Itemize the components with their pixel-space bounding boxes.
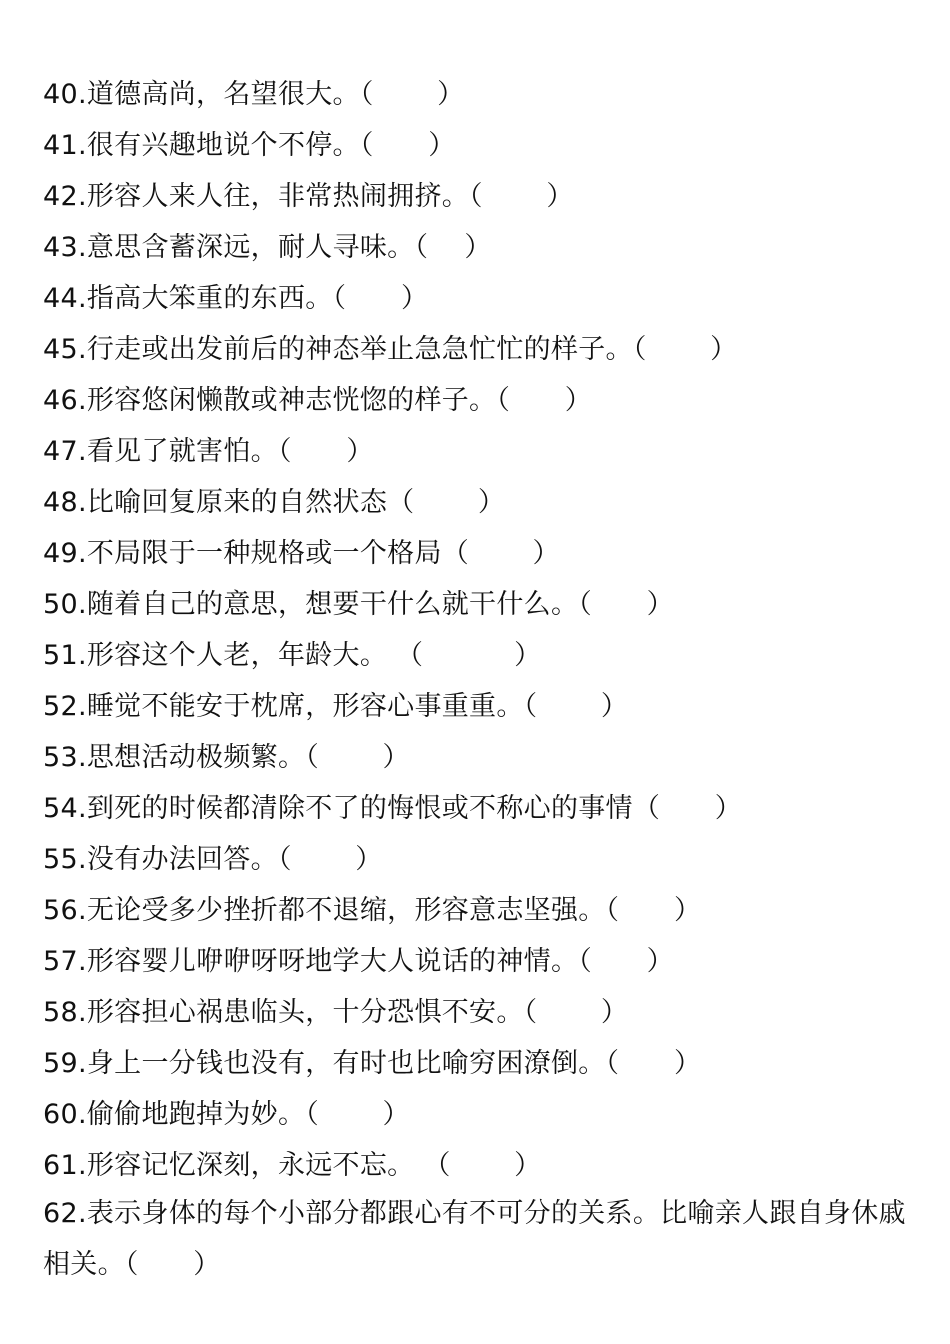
- question-46: 46.形容悠闲懒散或神志恍惚的样子。（ ）: [43, 385, 593, 416]
- question-60: 60.偷偷地跑掉为妙。（ ）: [43, 1099, 410, 1130]
- question-50: 50.随着自己的意思，想要干什么就干什么。（ ）: [43, 589, 674, 620]
- question-43: 43.意思含蓄深远，耐人寻味。（ ）: [43, 232, 492, 263]
- question-61: 61.形容记忆深刻，永远不忘。 （ ）: [43, 1150, 542, 1181]
- question-62: 62.表示身体的每个小部分都跟心有不可分的关系。比喻亲人跟自身休戚相关。（ ）: [43, 1198, 906, 1280]
- question-53: 53.思想活动极频繁。（ ）: [43, 742, 410, 773]
- question-41: 41.很有兴趣地说个不停。（ ）: [43, 130, 456, 161]
- question-54: 54.到死的时候都清除不了的悔恨或不称心的事情（ ）: [43, 793, 743, 824]
- question-55: 55.没有办法回答。（ ）: [43, 844, 383, 875]
- question-56: 56.无论受多少挫折都不退缩，形容意志坚强。（ ）: [43, 895, 702, 926]
- question-51: 51.形容这个人老，年龄大。 （ ）: [43, 640, 542, 671]
- question-57: 57.形容婴儿咿咿呀呀地学大人说话的神情。（ ）: [43, 946, 674, 977]
- question-52: 52.睡觉不能安于枕席，形容心事重重。（ ）: [43, 691, 629, 722]
- question-49: 49.不局限于一种规格或一个格局（ ）: [43, 538, 560, 569]
- question-48: 48.比喻回复原来的自然状态（ ）: [43, 487, 506, 518]
- question-47: 47.看见了就害怕。（ ）: [43, 436, 374, 467]
- question-58: 58.形容担心祸患临头，十分恐惧不安。（ ）: [43, 997, 629, 1028]
- question-45: 45.行走或出发前后的神态举止急急忙忙的样子。（ ）: [43, 334, 738, 365]
- question-40: 40.道德高尚，名望很大。（ ）: [43, 79, 465, 110]
- question-44: 44.指高大笨重的东西。（ ）: [43, 283, 429, 314]
- question-42: 42.形容人来人往，非常热闹拥挤。（ ）: [43, 181, 574, 212]
- question-59: 59.身上一分钱也没有，有时也比喻穷困潦倒。（ ）: [43, 1048, 702, 1079]
